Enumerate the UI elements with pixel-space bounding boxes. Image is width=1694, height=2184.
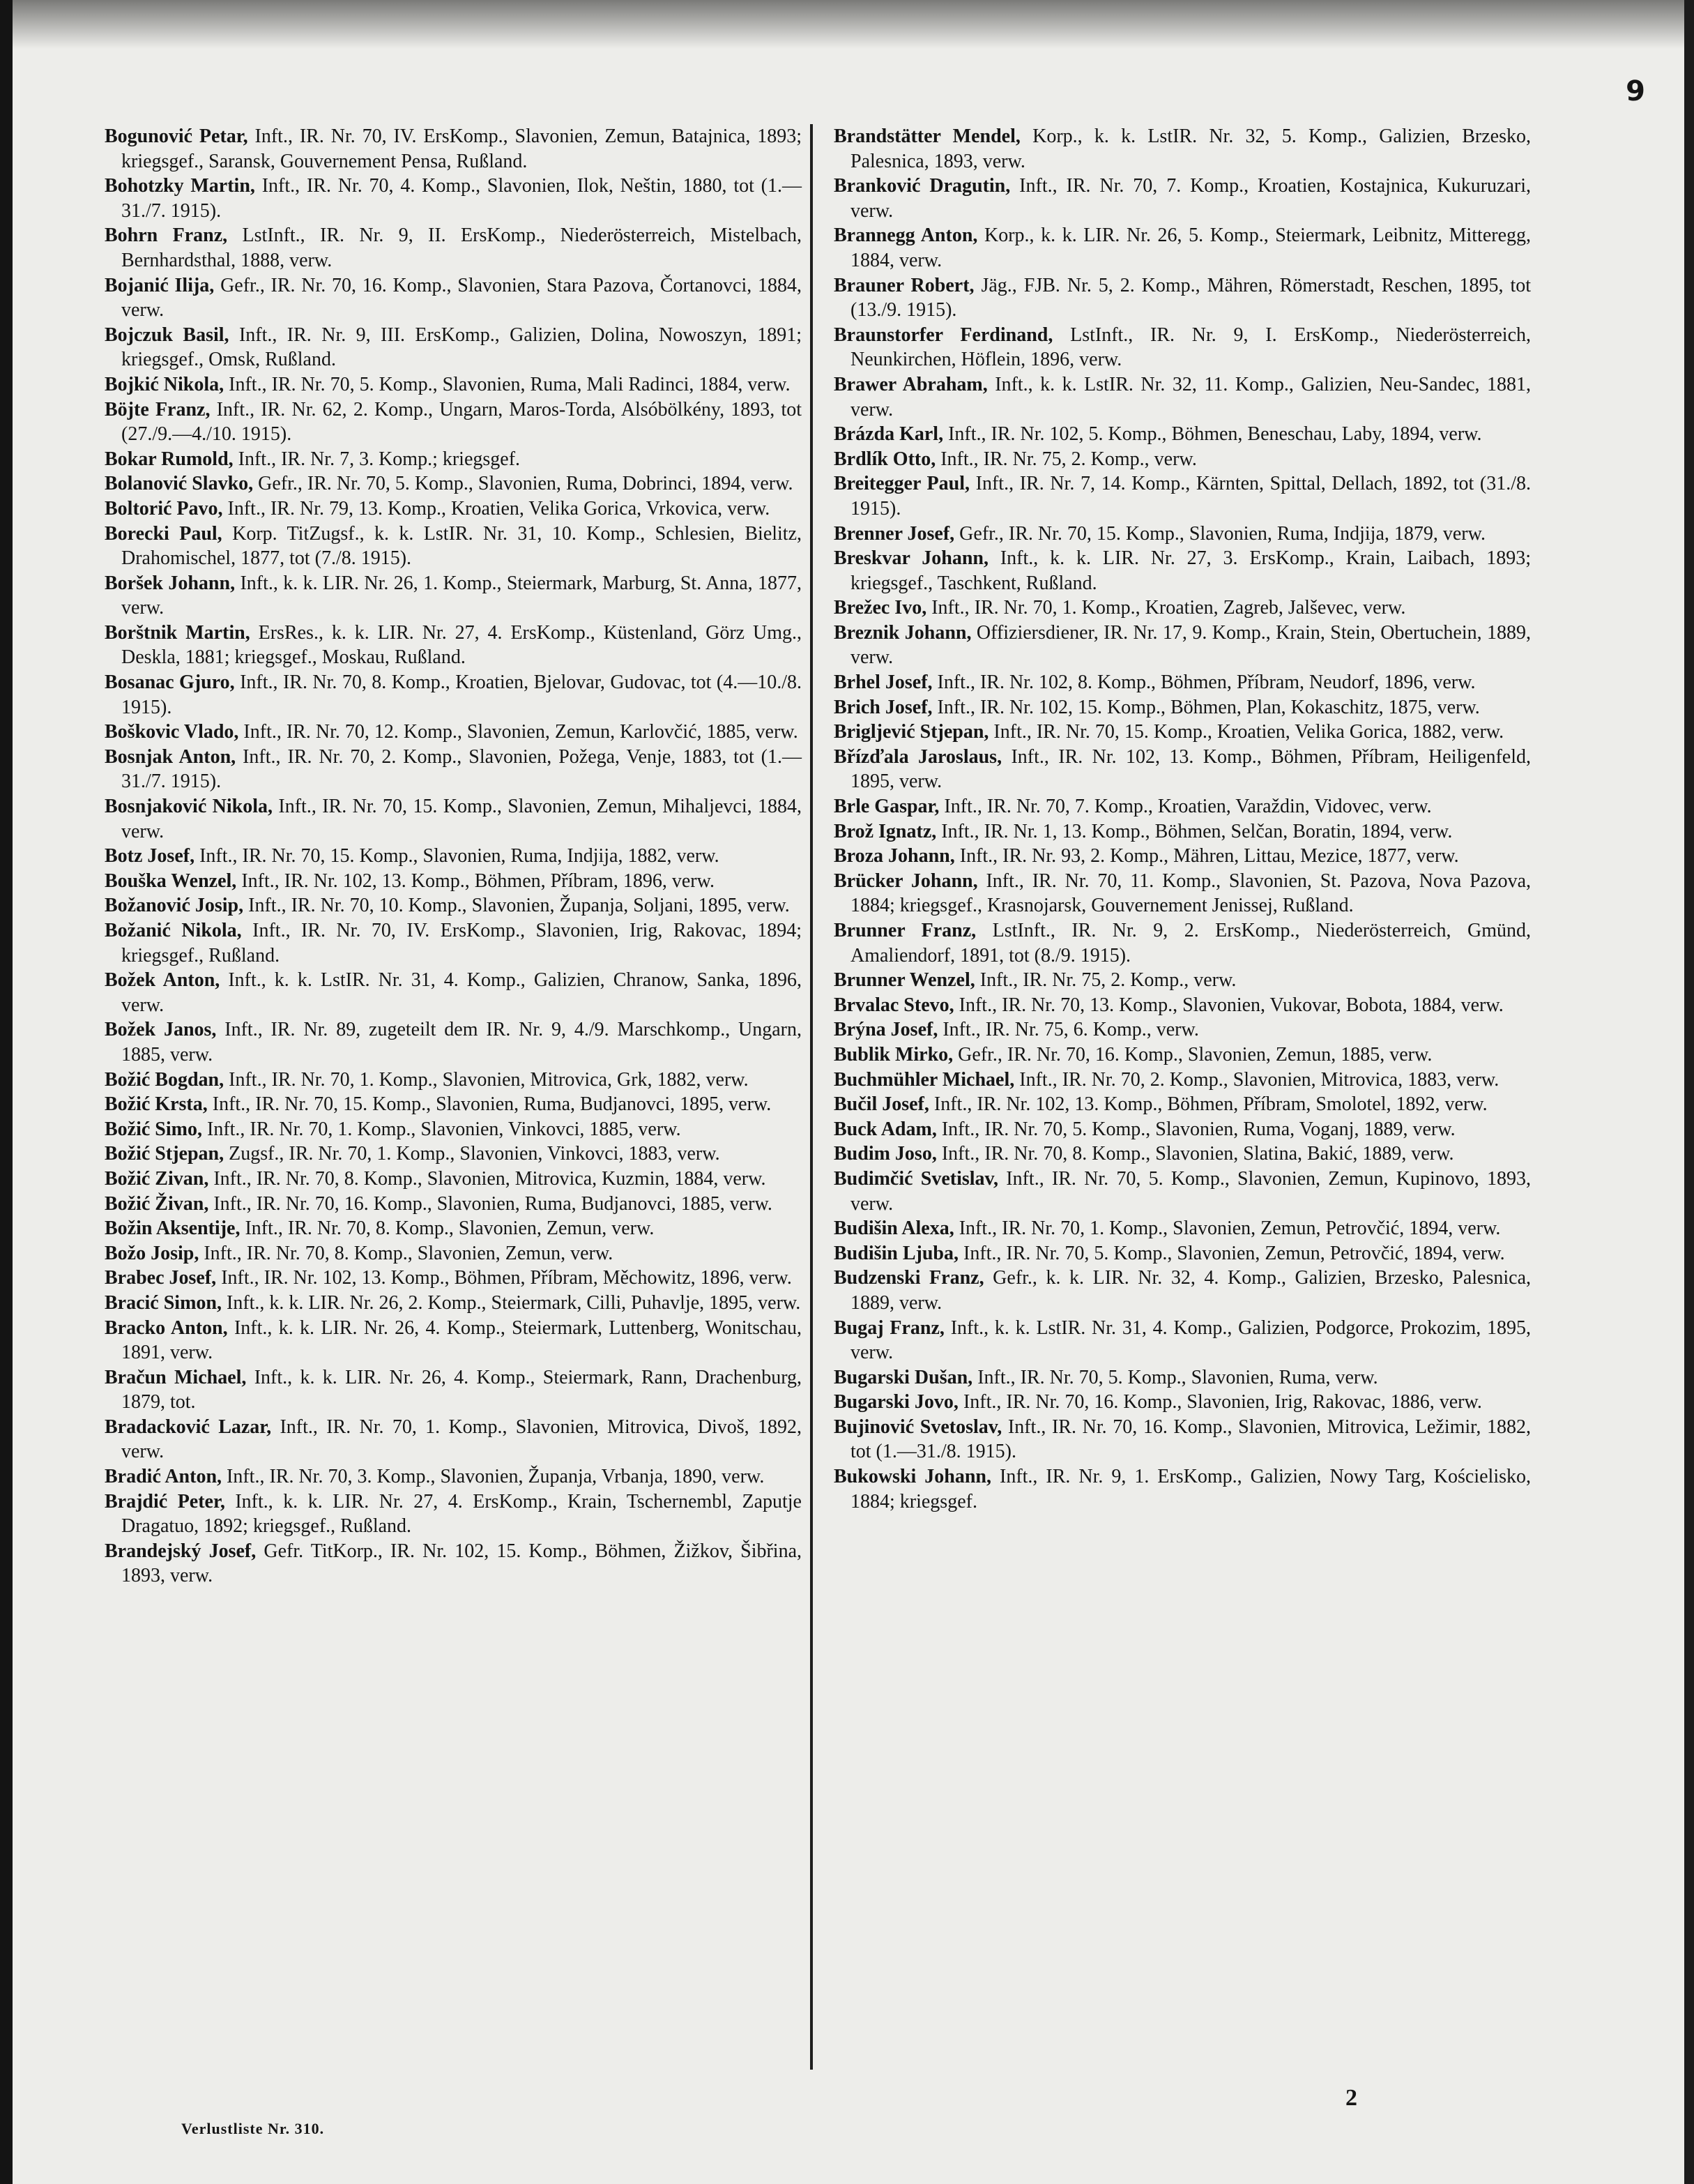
entry-text: Korp., k. k. LstIR. Nr. 32, 5. Komp., Galizien, Brzesko, Palesnica, 1893, verw. bbox=[850, 126, 1531, 172]
entry-name: Brežec Ivo, bbox=[834, 597, 927, 619]
list-entry bbox=[105, 323, 802, 372]
list-entry bbox=[105, 1142, 802, 1167]
list-entry bbox=[105, 571, 802, 621]
list-entry bbox=[105, 1167, 802, 1192]
entry-text: Inft., IR. Nr. 70, 8. Komp., Kroatien, Bjelovar, Gudovac, tot (4.—10./8. 1915). bbox=[121, 672, 802, 718]
entry-text: Inft., IR. Nr. 102, 13. Komp., Böhmen, Příbram, Měchowitz, 1896, verw. bbox=[221, 1267, 792, 1289]
entry-text: Inft., IR. Nr. 70, 8. Komp., Slavonien, Zemun, verw. bbox=[245, 1218, 655, 1240]
entry-name: Bojanić Ilija, bbox=[105, 274, 215, 296]
entry-name: Buck Adam, bbox=[834, 1118, 937, 1140]
list-entry bbox=[105, 1068, 802, 1093]
list-entry bbox=[105, 273, 802, 323]
entry-text: Inft., IR. Nr. 70, 2. Komp., Slavonien, Mitrovica, 1883, verw. bbox=[1019, 1068, 1500, 1091]
list-entry bbox=[105, 1117, 802, 1142]
list-entry bbox=[105, 670, 802, 720]
entry-name: Borecki Paul, bbox=[105, 522, 222, 545]
entry-text: Inft., IR. Nr. 70, 2. Komp., Slavonien, Požega, Venje, 1883, tot (1.—31./7. 1915). bbox=[121, 745, 802, 793]
entry-text: Inft., IR. Nr. 70, 11. Komp., Slavonien, St. Pazova, Nova Pazova, 1884; kriegsgef., Krasnojarsk, Gouvernement Jenissej, Rußland. bbox=[850, 870, 1532, 917]
entry-text: LstInft., IR. Nr. 9, II. ErsKomp., Niederösterreich, Mistelbach, Bernhardsthal, 1888, verw. bbox=[121, 225, 802, 271]
list-entry bbox=[105, 1464, 802, 1489]
list-entry bbox=[834, 596, 1531, 621]
list-entry bbox=[834, 1042, 1531, 1068]
entry-name: Božek Anton, bbox=[105, 969, 220, 992]
entry-text: Gefr., IR. Nr. 70, 15. Komp., Slavonien, Ruma, Indjija, 1879, verw. bbox=[959, 522, 1486, 545]
list-entry bbox=[105, 522, 802, 571]
entry-text: Inft., k. k. LIR. Nr. 26, 4. Komp., Steiermark, Luttenberg, Wonitschau, 1891, verw. bbox=[121, 1317, 802, 1364]
entry-text: Inft., IR. Nr. 102, 13. Komp., Böhmen, Příbram, Heiligenfeld, 1895, verw. bbox=[850, 745, 1531, 793]
entry-name: Bosnjak Anton, bbox=[105, 745, 236, 768]
entry-text: Inft., IR. Nr. 62, 2. Komp., Ungarn, Maros-Torda, Alsóbölkény, 1893, tot (27./9.—4./10. 1915). bbox=[121, 398, 802, 446]
entry-name: Bugaj Franz, bbox=[834, 1317, 945, 1339]
entry-text: Inft., IR. Nr. 70, IV. ErsKomp., Slavonien, Zemun, Batajnica, 1893; kriegsgef., Saransk, Gouvernement Pensa, Rußland. bbox=[121, 126, 802, 172]
entry-name: Braunstorfer Ferdinand, bbox=[834, 324, 1053, 346]
entry-text: Inft., k. k. LIR. Nr. 27, 4. ErsKomp., Krain, Tschernembl, Zaputje Dragatuo, 1892; kriegsgef., Rußland. bbox=[121, 1490, 802, 1538]
entry-text: Inft., IR. Nr. 75, 2. Komp., verw. bbox=[979, 969, 1237, 992]
list-entry bbox=[105, 918, 802, 968]
list-entry bbox=[834, 621, 1531, 670]
list-entry bbox=[834, 223, 1531, 273]
entry-text: LstInft., IR. Nr. 9, 2. ErsKomp., Niederösterreich, Gmünd, Amaliendorf, 1891, tot (8./9. 1915). bbox=[850, 920, 1531, 966]
list-entry bbox=[105, 968, 802, 1017]
list-entry bbox=[105, 1291, 802, 1316]
entry-name: Breznik Johann, bbox=[834, 621, 972, 644]
entry-text: Gefr., k. k. LIR. Nr. 32, 4. Komp., Galizien, Brzesko, Palesnica, 1889, verw. bbox=[850, 1267, 1532, 1314]
entry-name: Budzenski Franz, bbox=[834, 1267, 984, 1289]
entry-name: Budišin Alexa, bbox=[834, 1218, 954, 1240]
list-entry bbox=[105, 223, 802, 273]
entry-name: Bracko Anton, bbox=[105, 1317, 228, 1339]
entry-name: Bouška Wenzel, bbox=[105, 870, 237, 892]
entry-name: Brandstätter Mendel, bbox=[834, 126, 1021, 147]
entry-text: Gefr., IR. Nr. 70, 16. Komp., Slavonien, Stara Pazova, Čortanovci, 1884, verw. bbox=[121, 274, 802, 321]
entry-name: Brož Ignatz, bbox=[834, 820, 937, 842]
entry-name: Brawer Abraham, bbox=[834, 373, 988, 395]
list-entry bbox=[105, 1241, 802, 1266]
list-entry bbox=[834, 918, 1531, 968]
list-entry bbox=[834, 794, 1531, 819]
list-entry bbox=[105, 1489, 802, 1539]
list-entry bbox=[834, 1167, 1531, 1216]
entry-name: Božin Aksentije, bbox=[105, 1218, 241, 1240]
list-entry bbox=[834, 447, 1531, 472]
entry-name: Brvalac Stevo, bbox=[834, 994, 954, 1016]
entry-text: Zugsf., IR. Nr. 70, 1. Komp., Slavonien, Vinkovci, 1883, verw. bbox=[229, 1143, 720, 1165]
entry-text: Inft., IR. Nr. 93, 2. Komp., Mähren, Littau, Mezice, 1877, verw. bbox=[959, 845, 1459, 867]
entry-text: Inft., IR. Nr. 70, 8. Komp., Slavonien, Slatina, Bakić, 1889, verw. bbox=[941, 1143, 1454, 1165]
entry-text: Inft., IR. Nr. 70, 1. Komp., Slavonien, Zemun, Petrovčić, 1894, verw. bbox=[959, 1218, 1501, 1240]
entry-text: Inft., IR. Nr. 79, 13. Komp., Kroatien, Velika Gorica, Vrkovica, verw. bbox=[227, 497, 770, 520]
entry-name: Bojczuk Basil, bbox=[105, 324, 229, 346]
page-left-border bbox=[0, 0, 13, 2184]
entry-name: Brýna Josef, bbox=[834, 1019, 938, 1041]
entry-text: Inft., IR. Nr. 70, 10. Komp., Slavonien, Županja, Soljani, 1895, verw. bbox=[248, 895, 790, 917]
list-entry bbox=[834, 819, 1531, 844]
entry-text: Inft., IR. Nr. 75, 6. Komp., verw. bbox=[943, 1019, 1199, 1041]
entry-name: Bogunović Petar, bbox=[105, 126, 248, 147]
entry-text: Inft., IR. Nr. 102, 8. Komp., Böhmen, Příbram, Neudorf, 1896, verw. bbox=[937, 672, 1476, 694]
entry-name: Brannegg Anton, bbox=[834, 225, 978, 247]
entry-text: Inft., IR. Nr. 1, 13. Komp., Böhmen, Selčan, Boratin, 1894, verw. bbox=[941, 820, 1453, 842]
entry-text: Inft., k. k. LIR. Nr. 26, 2. Komp., Steiermark, Cilli, Puhavlje, 1895, verw. bbox=[227, 1291, 801, 1314]
entry-name: Božić Bogdan, bbox=[105, 1068, 224, 1091]
list-entry bbox=[105, 1266, 802, 1291]
list-entry bbox=[105, 1365, 802, 1415]
entry-name: Božić Živan, bbox=[105, 1192, 209, 1215]
entry-text: Inft., IR. Nr. 70, 5. Komp., Slavonien, Ruma, verw. bbox=[977, 1366, 1378, 1388]
entry-text: Inft., IR. Nr. 70, 16. Komp., Slavonien, Ruma, Budjanovci, 1885, verw. bbox=[213, 1192, 772, 1215]
entry-name: Branković Dragutin, bbox=[834, 175, 1011, 197]
signature-mark: 2 bbox=[1345, 2085, 1357, 2111]
entry-name: Božek Janos, bbox=[105, 1019, 217, 1041]
entry-name: Božanović Josip, bbox=[105, 895, 244, 917]
entry-text: Inft., IR. Nr. 70, 15. Komp., Slavonien, Ruma, Indjija, 1882, verw. bbox=[199, 845, 719, 867]
entry-name: Bugarski Dušan, bbox=[834, 1366, 973, 1388]
entry-name: Bujinović Svetoslav, bbox=[834, 1416, 1002, 1438]
entry-text: Inft., IR. Nr. 70, 15. Komp., Slavonien, Zemun, Mihaljevci, 1884, verw. bbox=[121, 796, 802, 842]
entry-name: Brajdić Peter, bbox=[105, 1490, 225, 1512]
list-entry bbox=[834, 1316, 1531, 1365]
entry-text: Inft., IR. Nr. 70, 8. Komp., Slavonien, Zemun, verw. bbox=[204, 1242, 613, 1264]
entry-text: Inft., IR. Nr. 70, 15. Komp., Kroatien, Velika Gorica, 1882, verw. bbox=[993, 721, 1504, 743]
page-number: 9 bbox=[1626, 75, 1645, 107]
entry-text: Inft., IR. Nr. 70, IV. ErsKomp., Slavonien, Irig, Rakovac, 1894; kriegsgef., Rußland. bbox=[121, 920, 802, 966]
entry-name: Bračun Michael, bbox=[105, 1366, 247, 1388]
entry-text: Inft., IR. Nr. 70, 5. Komp., Slavonien, Zemun, Petrovčić, 1894, verw. bbox=[963, 1242, 1505, 1264]
entry-text: Inft., IR. Nr. 70, 7. Komp., Kroatien, Varaždin, Vidovec, verw. bbox=[944, 796, 1432, 818]
list-entry bbox=[105, 844, 802, 869]
entry-text: Inft., k. k. LIR. Nr. 26, 4. Komp., Steiermark, Rann, Drachenburg, 1879, tot. bbox=[121, 1366, 802, 1413]
list-entry bbox=[834, 1241, 1531, 1266]
list-entry bbox=[834, 273, 1531, 323]
footer-note: Verlustliste Nr. 310. bbox=[181, 2120, 325, 2137]
entry-text: Inft., IR. Nr. 75, 2. Komp., verw. bbox=[940, 448, 1197, 470]
entry-name: Borštnik Martin, bbox=[105, 621, 250, 644]
entry-text: Gefr. TitKorp., IR. Nr. 102, 15. Komp., Böhmen, Žižkov, Šibřina, 1893, verw. bbox=[121, 1540, 802, 1587]
entry-text: Korp. TitZugsf., k. k. LstIR. Nr. 31, 10. Komp., Schlesien, Bielitz, Drahomischel, 1877, tot (7./8. 1915). bbox=[121, 522, 802, 570]
entry-text: Inft., IR. Nr. 7, 14. Komp., Kärnten, Spittal, Dellach, 1892, tot (31./8. 1915). bbox=[850, 473, 1532, 520]
entry-name: Brunner Franz, bbox=[834, 920, 977, 941]
entry-name: Brauner Robert, bbox=[834, 274, 975, 296]
list-entry bbox=[105, 621, 802, 670]
list-entry bbox=[105, 471, 802, 496]
entry-name: Brdlík Otto, bbox=[834, 448, 936, 470]
list-entry bbox=[834, 422, 1531, 447]
list-entry bbox=[105, 447, 802, 472]
entry-text: Inft., IR. Nr. 70, 4. Komp., Slavonien, Ilok, Neštin, 1880, tot (1.—31./7. 1915). bbox=[121, 175, 802, 222]
list-entry bbox=[834, 323, 1531, 372]
entry-name: Boršek Johann, bbox=[105, 572, 236, 594]
entry-name: Bosnjaković Nikola, bbox=[105, 796, 273, 818]
entry-text: Inft., IR. Nr. 102, 5. Komp., Böhmen, Beneschau, Laby, 1894, verw. bbox=[948, 423, 1482, 446]
list-entry bbox=[834, 522, 1531, 547]
entry-text: Inft., IR. Nr. 70, 1. Komp., Slavonien, Mitrovica, Divoš, 1892, verw. bbox=[121, 1416, 802, 1463]
entry-text: Inft., IR. Nr. 70, 1. Komp., Kroatien, Zagreb, Jalševec, verw. bbox=[931, 597, 1406, 619]
entry-name: Botz Josef, bbox=[105, 845, 195, 867]
list-entry bbox=[834, 124, 1531, 174]
entry-name: Budišin Ljuba, bbox=[834, 1242, 959, 1264]
list-entry bbox=[105, 1017, 802, 1067]
entry-text: Inft., IR. Nr. 70, 7. Komp., Kroatien, Kostajnica, Kukuruzari, verw. bbox=[850, 175, 1532, 222]
list-entry bbox=[834, 745, 1531, 794]
entry-text: Offiziersdiener, IR. Nr. 17, 9. Komp., Krain, Stein, Obertuchein, 1889, verw. bbox=[850, 621, 1532, 669]
entry-name: Bučil Josef, bbox=[834, 1093, 929, 1116]
entry-text: LstInft., IR. Nr. 9, I. ErsKomp., Niederösterreich, Neunkirchen, Höflein, 1896, verw. bbox=[850, 324, 1531, 371]
list-entry bbox=[834, 695, 1531, 720]
entry-text: Inft., IR. Nr. 70, 8. Komp., Slavonien, Mitrovica, Kuzmin, 1884, verw. bbox=[213, 1167, 766, 1190]
entry-name: Bradić Anton, bbox=[105, 1466, 222, 1488]
entry-text: Inft., IR. Nr. 70, 1. Komp., Slavonien, Mitrovica, Grk, 1882, verw. bbox=[229, 1068, 749, 1091]
entry-name: Břízďala Jaroslaus, bbox=[834, 745, 1002, 768]
page-right-border bbox=[1684, 0, 1694, 2184]
list-entry bbox=[834, 670, 1531, 695]
entry-text: Korp., k. k. LIR. Nr. 26, 5. Komp., Steiermark, Leibnitz, Mitteregg, 1884, verw. bbox=[850, 225, 1532, 271]
entry-name: Brücker Johann, bbox=[834, 870, 978, 892]
list-entry bbox=[105, 174, 802, 223]
entry-name: Božić Krsta, bbox=[105, 1093, 208, 1116]
list-entry bbox=[105, 1092, 802, 1117]
entry-text: Inft., IR. Nr. 70, 16. Komp., Slavonien, Irig, Rakovac, 1886, verw. bbox=[963, 1391, 1482, 1413]
entry-name: Božo Josip, bbox=[105, 1242, 199, 1264]
entry-text: Inft., IR. Nr. 7, 3. Komp.; kriegsgef. bbox=[238, 448, 521, 470]
entry-name: Brázda Karl, bbox=[834, 423, 944, 446]
list-entry bbox=[105, 397, 802, 447]
list-entry bbox=[105, 1539, 802, 1588]
entry-text: Inft., IR. Nr. 102, 13. Komp., Böhmen, Příbram, Smolotel, 1892, verw. bbox=[933, 1093, 1488, 1116]
entry-name: Bukowski Johann, bbox=[834, 1466, 991, 1488]
entry-text: Inft., IR. Nr. 70, 16. Komp., Slavonien, Mitrovica, Ležimir, 1882, tot (1.—31./8. 1915). bbox=[850, 1416, 1532, 1463]
list-entry bbox=[105, 372, 802, 397]
list-entry bbox=[834, 372, 1531, 422]
entry-name: Brich Josef, bbox=[834, 696, 933, 718]
list-entry bbox=[834, 471, 1531, 521]
entry-text: Inft., k. k. LIR. Nr. 27, 3. ErsKomp., Krain, Laibach, 1893; kriegsgef., Taschkent, Rußland. bbox=[850, 547, 1531, 594]
list-entry bbox=[105, 720, 802, 745]
entry-text: Inft., IR. Nr. 9, III. ErsKomp., Galizien, Dolina, Nowoszyn, 1891; kriegsgef., Omsk, Rußland. bbox=[121, 324, 802, 371]
entry-name: Breitegger Paul, bbox=[834, 473, 970, 495]
list-entry bbox=[834, 1142, 1531, 1167]
entry-text: Inft., IR. Nr. 70, 15. Komp., Slavonien, Ruma, Budjanovci, 1895, verw. bbox=[212, 1093, 772, 1116]
list-entry bbox=[105, 124, 802, 174]
right-column bbox=[834, 124, 1531, 1514]
entry-name: Brle Gaspar, bbox=[834, 796, 940, 818]
entry-name: Bradacković Lazar, bbox=[105, 1416, 272, 1438]
list-entry bbox=[834, 1068, 1531, 1093]
entry-name: Bugarski Jovo, bbox=[834, 1391, 959, 1413]
entry-text: Inft., k. k. LIR. Nr. 26, 1. Komp., Steiermark, Marburg, St. Anna, 1877, verw. bbox=[121, 572, 802, 619]
entry-name: Breskvar Johann, bbox=[834, 547, 989, 570]
entry-name: Budimčić Svetislav, bbox=[834, 1167, 999, 1190]
entry-name: Brigljević Stjepan, bbox=[834, 721, 989, 743]
list-entry bbox=[834, 1390, 1531, 1415]
entry-name: Bublik Mirko, bbox=[834, 1043, 954, 1066]
entry-name: Buchmühler Michael, bbox=[834, 1068, 1015, 1091]
entry-text: Gefr., IR. Nr. 70, 16. Komp., Slavonien, Zemun, 1885, verw. bbox=[958, 1043, 1433, 1066]
entry-name: Boškovic Vlado, bbox=[105, 721, 239, 743]
page-top-shadow bbox=[0, 0, 1694, 49]
list-entry bbox=[834, 1117, 1531, 1142]
entry-name: Božić Zivan, bbox=[105, 1167, 209, 1190]
entry-text: Inft., IR. Nr. 102, 13. Komp., Böhmen, Příbram, 1896, verw. bbox=[241, 870, 715, 892]
list-entry bbox=[105, 1192, 802, 1217]
entry-name: Böjte Franz, bbox=[105, 398, 211, 420]
list-entry bbox=[834, 720, 1531, 745]
entry-text: Jäg., FJB. Nr. 5, 2. Komp., Mähren, Römerstadt, Reschen, 1895, tot (13./9. 1915). bbox=[850, 274, 1531, 321]
entry-name: Božić Stjepan, bbox=[105, 1143, 224, 1165]
list-entry bbox=[834, 968, 1531, 993]
list-entry bbox=[834, 546, 1531, 596]
entry-text: ErsRes., k. k. LIR. Nr. 27, 4. ErsKomp., Küstenland, Görz Umg., Deskla, 1881; kriegsgef., Moskau, Rußland. bbox=[121, 621, 802, 669]
entry-text: Inft., IR. Nr. 70, 13. Komp., Slavonien, Vukovar, Bobota, 1884, verw. bbox=[959, 994, 1504, 1016]
entry-name: Bohrn Franz, bbox=[105, 225, 228, 247]
entry-name: Brhel Josef, bbox=[834, 672, 933, 694]
entry-name: Brabec Josef, bbox=[105, 1267, 217, 1289]
list-entry bbox=[105, 1415, 802, 1464]
entry-text: Inft., IR. Nr. 70, 5. Komp., Slavonien, Zemun, Kupinovo, 1893, verw. bbox=[850, 1167, 1532, 1215]
list-entry bbox=[834, 1216, 1531, 1241]
entry-name: Bolanović Slavko, bbox=[105, 473, 254, 495]
entry-name: Bokar Rumold, bbox=[105, 448, 234, 470]
list-entry bbox=[834, 844, 1531, 869]
entry-name: Budim Joso, bbox=[834, 1143, 937, 1165]
list-entry bbox=[834, 1266, 1531, 1315]
column-divider bbox=[810, 124, 813, 2070]
list-entry bbox=[834, 1365, 1531, 1390]
entry-name: Brunner Wenzel, bbox=[834, 969, 975, 992]
entry-name: Broza Johann, bbox=[834, 845, 955, 867]
entry-text: Inft., k. k. LstIR. Nr. 32, 11. Komp., Galizien, Neu-Sandec, 1881, verw. bbox=[850, 373, 1532, 420]
entry-name: Božić Simo, bbox=[105, 1118, 202, 1140]
left-column bbox=[105, 124, 802, 1588]
entry-name: Brenner Josef, bbox=[834, 522, 955, 545]
entry-name: Brandejský Josef, bbox=[105, 1540, 257, 1562]
entry-name: Bojkić Nikola, bbox=[105, 373, 224, 395]
entry-text: Inft., IR. Nr. 89, zugeteilt dem IR. Nr. 9, 4./9. Marschkomp., Ungarn, 1885, verw. bbox=[121, 1019, 802, 1066]
entry-text: Inft., IR. Nr. 70, 5. Komp., Slavonien, Ruma, Mali Radinci, 1884, verw. bbox=[229, 373, 791, 395]
list-entry bbox=[105, 496, 802, 522]
entry-name: Boltorić Pavo, bbox=[105, 497, 223, 520]
list-entry bbox=[105, 1216, 802, 1241]
entry-text: Inft., k. k. LstIR. Nr. 31, 4. Komp., Galizien, Podgorce, Prokozim, 1895, verw. bbox=[850, 1317, 1532, 1364]
list-entry bbox=[834, 174, 1531, 223]
list-entry bbox=[834, 993, 1531, 1018]
entry-text: Inft., k. k. LstIR. Nr. 31, 4. Komp., Galizien, Chranow, Sanka, 1896, verw. bbox=[121, 969, 802, 1016]
entry-name: Božanić Nikola, bbox=[105, 920, 242, 941]
entry-text: Inft., IR. Nr. 70, 5. Komp., Slavonien, Ruma, Voganj, 1889, verw. bbox=[941, 1118, 1456, 1140]
list-entry bbox=[834, 1415, 1531, 1464]
entry-name: Bracić Simon, bbox=[105, 1291, 222, 1314]
list-entry bbox=[105, 1316, 802, 1365]
entry-text: Gefr., IR. Nr. 70, 5. Komp., Slavonien, Ruma, Dobrinci, 1894, verw. bbox=[258, 473, 793, 495]
entry-text: Inft., IR. Nr. 70, 12. Komp., Slavonien, Zemun, Karlovčić, 1885, verw. bbox=[243, 721, 798, 743]
entry-text: Inft., IR. Nr. 70, 3. Komp., Slavonien, Županja, Vrbanja, 1890, verw. bbox=[227, 1466, 765, 1488]
entry-name: Bohotzky Martin, bbox=[105, 175, 255, 197]
list-entry bbox=[105, 893, 802, 918]
list-entry bbox=[834, 1017, 1531, 1042]
entry-text: Inft., IR. Nr. 70, 1. Komp., Slavonien, Vinkovci, 1885, verw. bbox=[207, 1118, 681, 1140]
list-entry bbox=[834, 1092, 1531, 1117]
list-entry bbox=[834, 869, 1531, 918]
list-entry bbox=[834, 1464, 1531, 1514]
entry-text: Inft., IR. Nr. 9, 1. ErsKomp., Galizien, Nowy Targ, Kościelisko, 1884; kriegsgef. bbox=[850, 1466, 1532, 1512]
list-entry bbox=[105, 869, 802, 894]
list-entry bbox=[105, 794, 802, 844]
entry-text: Inft., IR. Nr. 102, 15. Komp., Böhmen, Plan, Kokaschitz, 1875, verw. bbox=[937, 696, 1480, 718]
list-entry bbox=[105, 745, 802, 794]
entry-name: Bosanac Gjuro, bbox=[105, 672, 235, 694]
